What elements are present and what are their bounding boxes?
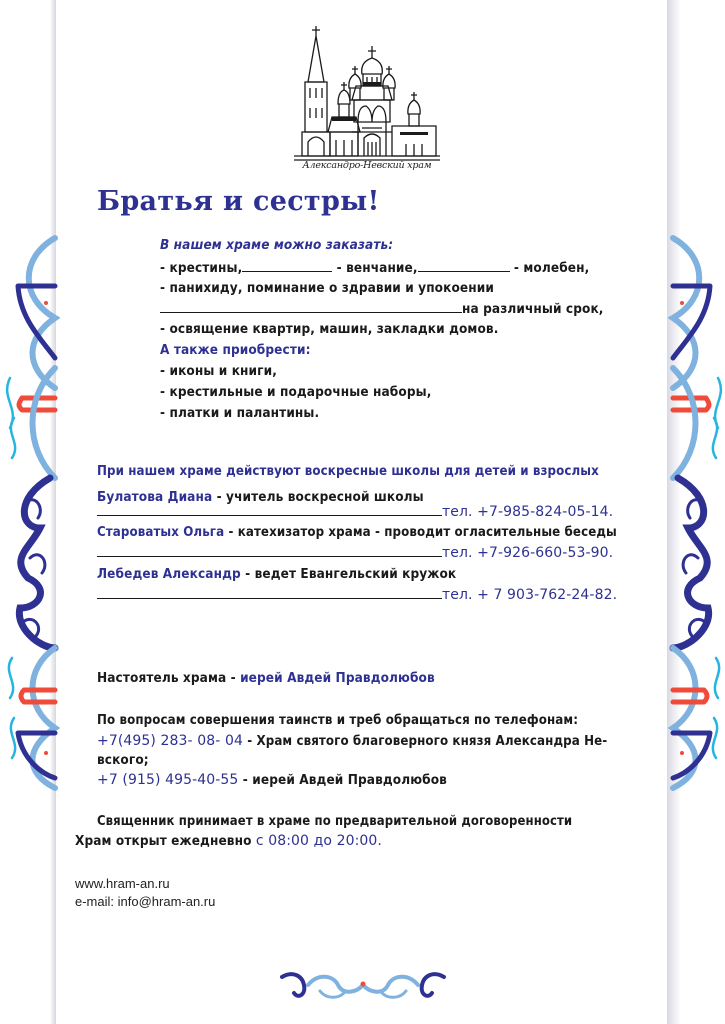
staff-name: Лебедев Александр xyxy=(97,566,241,582)
hours-prefix: Храм открыт ежедневно xyxy=(75,833,256,849)
hours-time: с 08:00 до 20:00. xyxy=(255,833,382,849)
email-link[interactable]: e-mail: info@hram-an.ru xyxy=(75,894,216,909)
rector-label: Настоятель храма xyxy=(97,670,231,686)
blank-line xyxy=(418,259,510,272)
staff-role: - катехизатор храма - проводит огласительные беседы xyxy=(228,525,617,540)
blank-line xyxy=(160,300,462,313)
schools-heading: При нашем храме действуют воскресные школы для детей и взрослых xyxy=(97,464,599,479)
services-line-3 xyxy=(160,300,604,317)
ornament-border-right xyxy=(668,228,725,798)
ornament-bottom xyxy=(278,965,448,1005)
rector-name: иерей Авдей Правдолюбов xyxy=(240,670,435,686)
contact-desc-2: - иерей Авдей Правдолюбов xyxy=(238,772,447,788)
blank-line xyxy=(242,259,332,272)
staff-role: - ведет Евангельский кружок xyxy=(240,566,457,582)
page-title: Братья и сестры! xyxy=(97,186,380,217)
contact-phone-1: +7(495) 283- 08- 04 xyxy=(97,733,243,749)
staff-phone-row xyxy=(97,586,617,603)
contact-row-1-cont: вского; xyxy=(97,752,149,768)
staff-phone-row xyxy=(97,503,613,520)
staff-role: - учитель воскресной школы xyxy=(216,489,424,505)
buy-item: - платки и палантины. xyxy=(160,405,320,421)
staff-phone: тел. +7-985-824-05-14. xyxy=(442,504,614,520)
ornament-border-left xyxy=(0,228,60,798)
staff-phone-row xyxy=(97,544,613,561)
contacts-heading: По вопросам совершения таинств и треб обращаться по телефонам: xyxy=(97,713,579,728)
rector-dash: - xyxy=(230,670,241,686)
staff-name: Староватых Ольга xyxy=(97,525,229,540)
staff-name: Булатова Диана xyxy=(97,489,217,505)
logo-caption: Александро-Невский храм xyxy=(302,160,432,171)
service-moleben: - молебен, xyxy=(509,260,590,276)
hours-line-2 xyxy=(75,833,382,849)
staff-phone: тел. + 7 903-762-24-82. xyxy=(442,587,618,603)
hours-line-1: Священник принимает в храме по предварительной договоренности xyxy=(97,814,573,829)
service-baptism: - крестины, xyxy=(160,260,243,276)
website-link[interactable]: www.hram-an.ru xyxy=(75,876,170,891)
services-line-1 xyxy=(160,259,589,276)
staff-row xyxy=(97,566,456,582)
buy-item: - иконы и книги, xyxy=(160,363,277,379)
blank-line xyxy=(97,586,442,599)
services-term: на различный срок, xyxy=(462,301,604,317)
service-wedding: - венчание, xyxy=(332,260,418,276)
staff-row xyxy=(97,525,617,540)
services-heading: В нашем храме можно заказать: xyxy=(160,237,394,253)
contact-phone-2: +7 (915) 495-40-55 xyxy=(97,772,239,788)
contact-row-2 xyxy=(97,772,447,788)
buy-heading: А также приобрести: xyxy=(160,342,311,358)
services-line-4: - освящение квартир, машин, закладки домов. xyxy=(160,321,499,337)
services-line-2: - панихиду, поминание о здравии и упокоении xyxy=(160,280,494,296)
contact-desc-1: - Храм святого благоверного князя Александра Не- xyxy=(243,734,608,749)
buy-item: - крестильные и подарочные наборы, xyxy=(160,384,432,400)
rector-row xyxy=(97,670,435,686)
blank-line xyxy=(97,544,442,557)
church-logo-icon xyxy=(292,22,442,172)
contact-row-1 xyxy=(97,733,607,749)
staff-phone: тел. +7-926-660-53-90. xyxy=(442,545,614,561)
blank-line xyxy=(97,503,442,516)
